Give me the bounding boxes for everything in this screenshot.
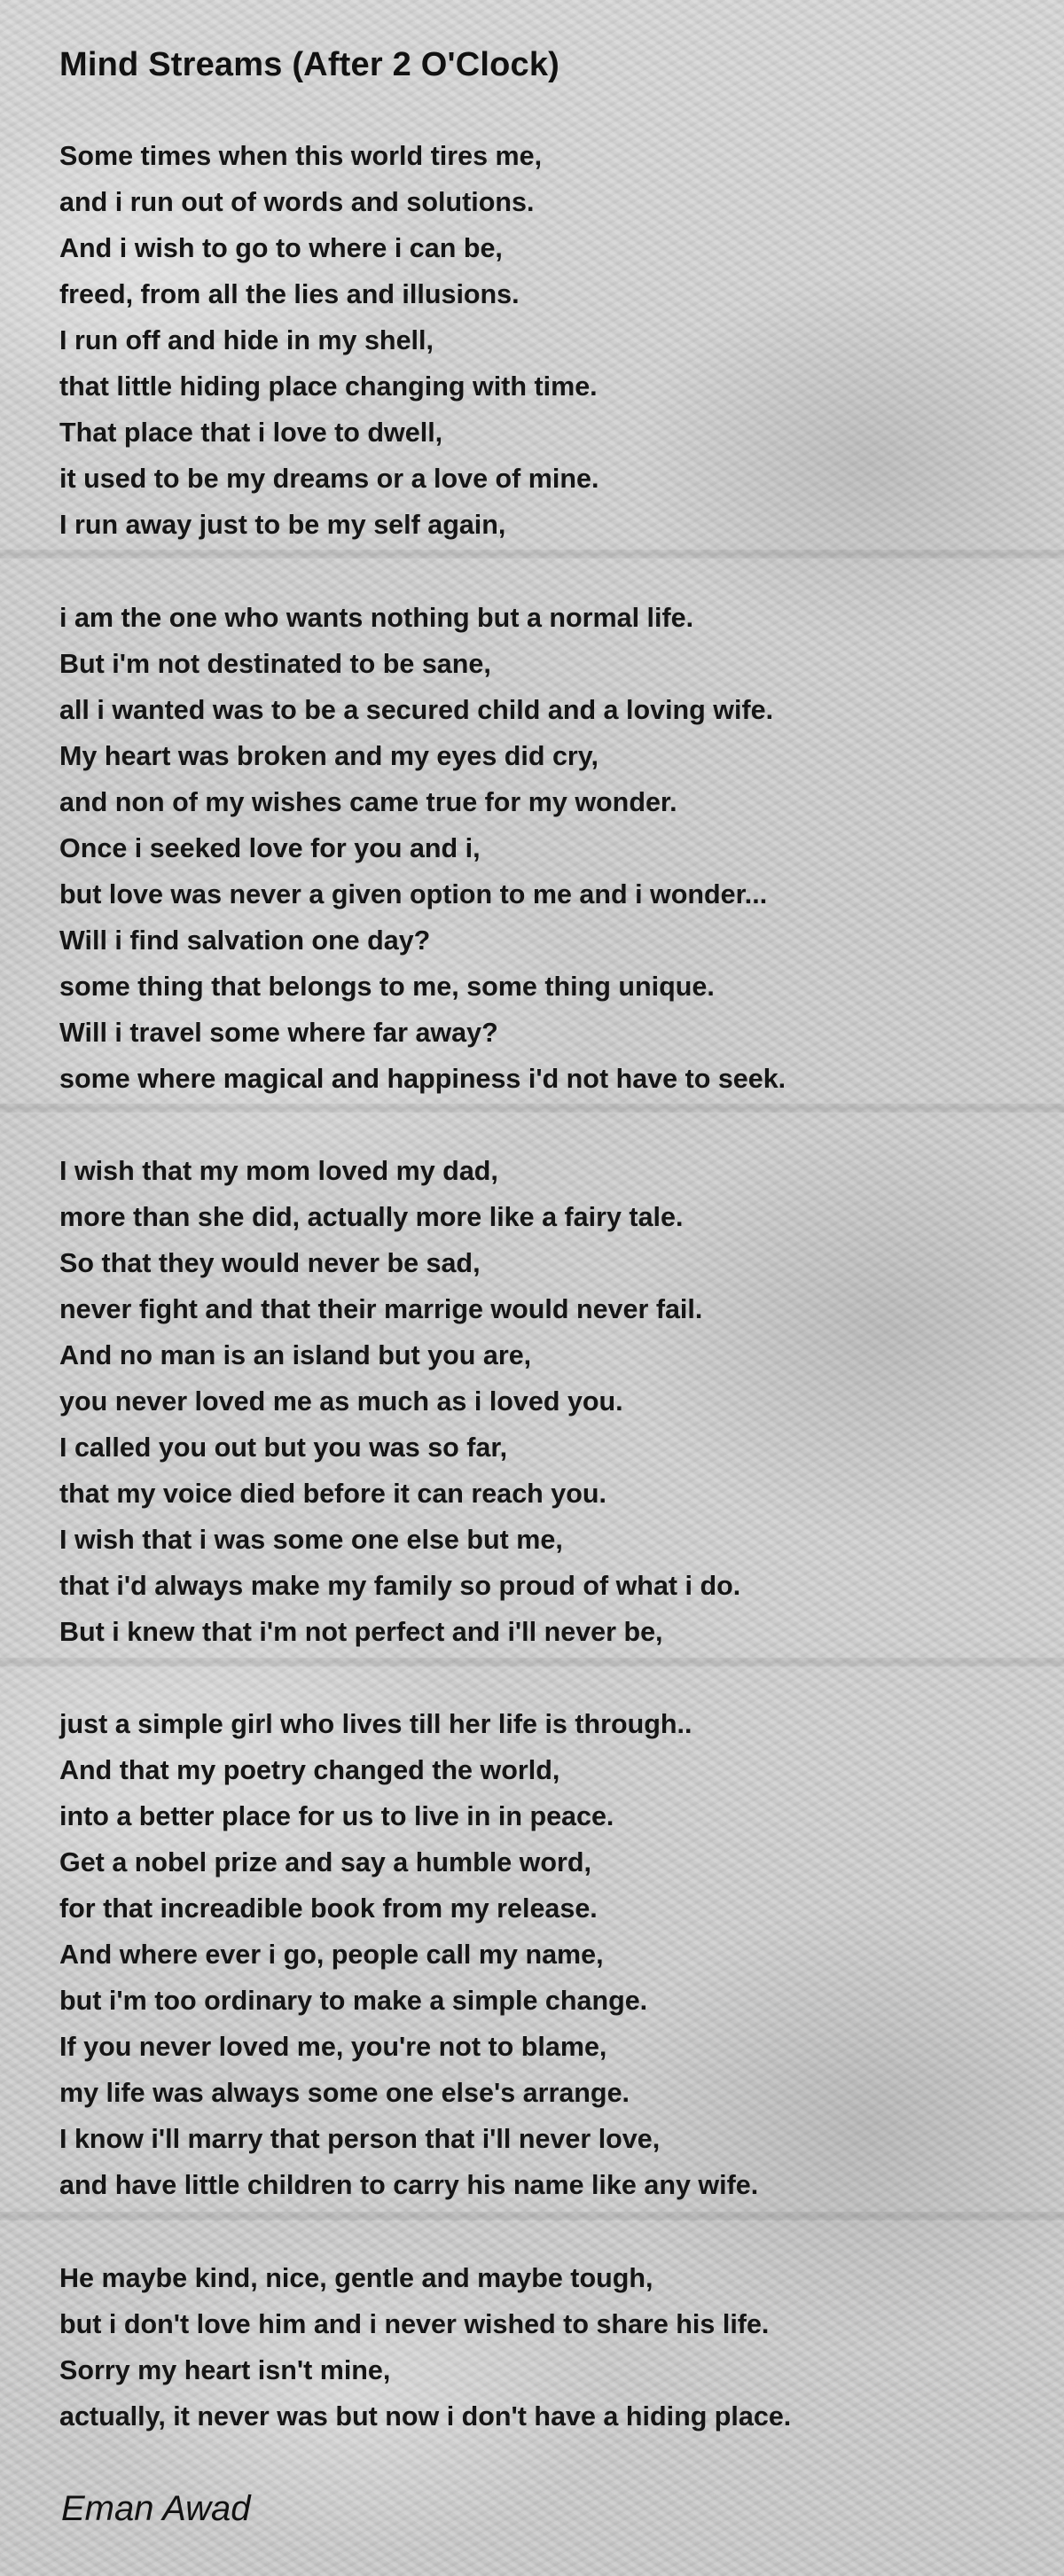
poem-line: all i wanted was to be a secured child and a loving wife.	[59, 695, 774, 725]
poem-line: I wish that my mom loved my dad,	[59, 1156, 498, 1186]
poem-line: But i knew that i'm not perfect and i'll never be,	[59, 1617, 663, 1647]
stanza-divider	[0, 1658, 1064, 1667]
poem-line: my life was always some one else's arrange.	[59, 2078, 630, 2108]
poem-line: that i'd always make my family so proud of what i do.	[59, 1571, 741, 1601]
poem-line: and have little children to carry his name like any wife.	[59, 2170, 759, 2200]
poem-line: I run away just to be my self again,	[59, 510, 506, 540]
poem-line: And that my poetry changed the world,	[59, 1755, 560, 1785]
poem-line: Will i travel some where far away?	[59, 1018, 498, 1048]
poem-line: and non of my wishes came true for my wonder.	[59, 787, 677, 817]
stanza-divider	[0, 1104, 1064, 1112]
poem-line: and i run out of words and solutions.	[59, 187, 535, 217]
poem-line: And no man is an island but you are,	[59, 1340, 532, 1370]
poem-line: you never loved me as much as i loved you.	[59, 1386, 623, 1417]
poem-line: for that increadible book from my release.	[59, 1893, 598, 1924]
poem-line: And where ever i go, people call my name,	[59, 1940, 604, 1970]
poem-line: just a simple girl who lives till her life is through..	[59, 1709, 692, 1739]
stanza-divider	[0, 550, 1064, 558]
stanza-5	[59, 2255, 1035, 2439]
poem-line: actually, it never was but now i don't have a hiding place.	[59, 2401, 792, 2432]
poem-author: Eman Awad	[61, 2489, 251, 2528]
poem-line: but love was never a given option to me and i wonder...	[59, 879, 768, 909]
poem-line: never fight and that their marrige would never fail.	[59, 1294, 703, 1324]
poem-line: I called you out but you was so far,	[59, 1432, 508, 1463]
poem-line: but i'm too ordinary to make a simple change.	[59, 1986, 648, 2016]
poem-line: Sorry my heart isn't mine,	[59, 2355, 391, 2385]
poem-line: He maybe kind, nice, gentle and maybe tough,	[59, 2263, 653, 2293]
poem-line: Will i find salvation one day?	[59, 925, 431, 956]
poem-line: it used to be my dreams or a love of mine.	[59, 464, 599, 494]
poem-line: some thing that belongs to me, some thing unique.	[59, 972, 715, 1002]
poem-line: I wish that i was some one else but me,	[59, 1525, 563, 1555]
poem-line: So that they would never be sad,	[59, 1248, 481, 1278]
stanza-3	[59, 1148, 1035, 1655]
stanza-divider	[0, 2212, 1064, 2221]
poem-title: Mind Streams (After 2 O'Clock)	[59, 46, 560, 83]
poem-line: My heart was broken and my eyes did cry,	[59, 741, 598, 771]
poem-line: And i wish to go to where i can be,	[59, 233, 503, 263]
poem-line: freed, from all the lies and illusions.	[59, 279, 520, 309]
poem-line: into a better place for us to live in in peace.	[59, 1801, 614, 1831]
poem-line: That place that i love to dwell,	[59, 418, 443, 448]
poem-line: that my voice died before it can reach you.	[59, 1479, 606, 1509]
poem-line: Once i seeked love for you and i,	[59, 833, 481, 863]
stanza-2	[59, 595, 1035, 1102]
poem-line: Get a nobel prize and say a humble word,	[59, 1847, 591, 1877]
poem-line: Some times when this world tires me,	[59, 141, 543, 171]
poem-line: more than she did, actually more like a fairy tale.	[59, 1202, 684, 1232]
poem-line: But i'm not destinated to be sane,	[59, 649, 491, 679]
poem-line: I run off and hide in my shell,	[59, 325, 434, 355]
stanza-1	[59, 133, 1035, 548]
poem-line: some where magical and happiness i'd not have to seek.	[59, 1064, 786, 1094]
poem-line: I know i'll marry that person that i'll never love,	[59, 2124, 661, 2154]
poem-line: i am the one who wants nothing but a normal life.	[59, 603, 694, 633]
poem-line: that little hiding place changing with time.	[59, 371, 598, 402]
stanza-4	[59, 1701, 1035, 2208]
poem-line: If you never loved me, you're not to blame,	[59, 2032, 607, 2062]
poem-line: but i don't love him and i never wished to share his life.	[59, 2309, 770, 2339]
